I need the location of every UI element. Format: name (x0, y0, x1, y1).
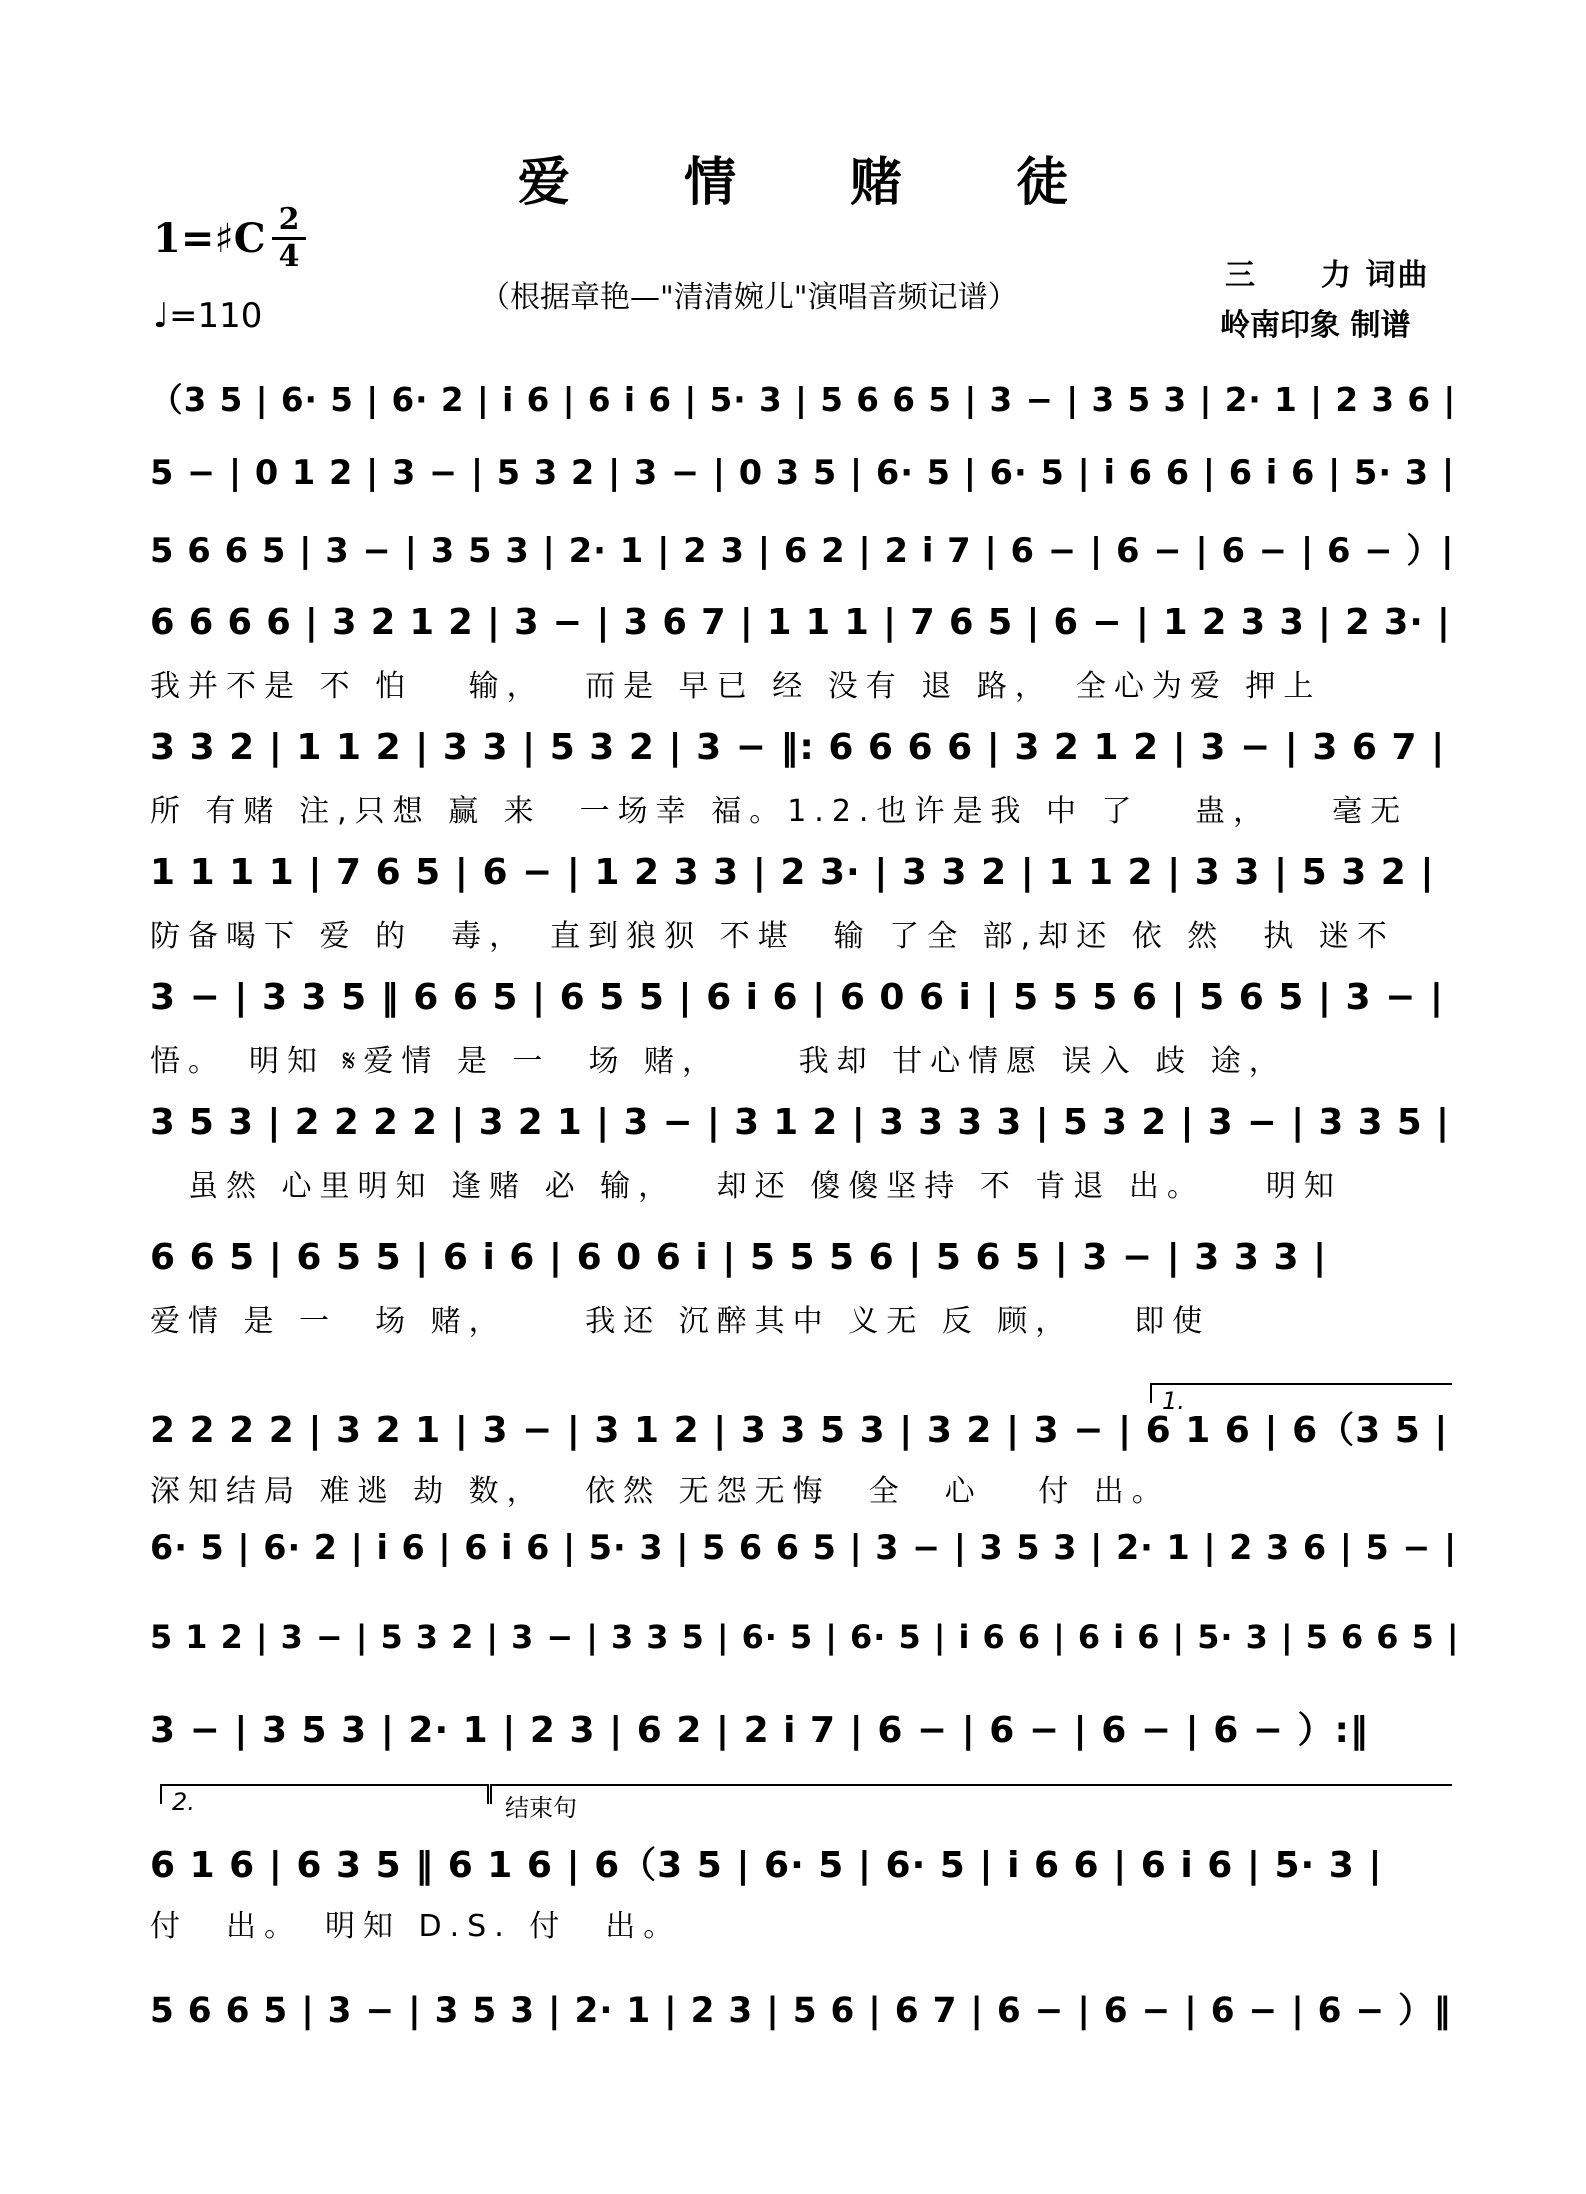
notation-text: 5 − | 0 1 2 | 3 − | 5 3 2 | 3 − | 0 3 5 | 6· 5 | 6· 5 | i 6 6 | 6 i 6 | 5· 3 | (150, 452, 1456, 492)
notation-text: 3 − | 3 5 3 | 2· 1 | 2 3 | 6 2 | 2 i 7 | 6 − | 6 − | 6 − | 6 − ）:‖ (150, 1709, 1369, 1751)
lyrics: 防备喝下 爱 的 毒， 直到狼狈 不堪 输 了全 部,却还 依 然 执 迷不 (150, 919, 1395, 954)
volta-2-label: 2. (172, 1788, 195, 1816)
notation-text: 6 6 5 | 6 5 5 | 6 i 6 | 6 0 6 i | 5 5 5 6 | 5 6 5 | 3 − | 3 3 3 | (150, 1236, 1328, 1278)
lyrics: 付 出。 明知 D.S. 付 出。 (150, 1909, 682, 1944)
notation (150, 720, 1445, 774)
notation-text: 6 6 6 6 | 3 2 1 2 | 3 − | 3 6 7 | 1 1 1 | 7 6 5 | 6 − | 1 2 3 3 | 2 3· | (150, 601, 1451, 643)
notation-text: 5 6 6 5 | 3 − | 3 5 3 | 2· 1 | 2 3 | 6 2 | 2 i 7 | 6 − | 6 − | 6 − | 6 − ）| (150, 530, 1455, 570)
subtitle: （根据章艳—"清清婉儿"演唱音频记谱） (480, 280, 1018, 315)
notation (150, 1610, 1460, 1664)
notation (150, 595, 1451, 649)
key-signature: 1=♯C (153, 215, 266, 262)
credit-transcriber: 岭南印象 制谱 (1220, 308, 1411, 343)
lyrics: 深知结局 难逃 劫 数， 依然 无怨无悔 全 心 付 出。 (150, 1474, 1170, 1509)
notation (150, 1520, 1457, 1574)
notation-text: 1 1 1 1 | 7 6 5 | 6 − | 1 2 3 3 | 2 3· | 3 3 2 | 1 1 2 | 3 3 | 5 3 2 | (150, 851, 1435, 893)
lyrics: 爱情 是 一 场 赌， 我还 沉醉其中 义无 反 顾， 即使 (150, 1304, 1211, 1339)
notation-text: 2 2 2 2 | 3 2 1 | 3 − | 3 1 2 | 3 3 5 3 | 3 2 | 3 − | 6 1 6 | 6（3 5 | (150, 1409, 1449, 1451)
meter-bottom: 4 (278, 239, 300, 274)
notation-text: 5 1 2 | 3 − | 5 3 2 | 3 − | 3 3 5 | 6· 5 | 6· 5 | i 6 6 | 6 i 6 | 5· 3 | 5 6 6 5 | (150, 1618, 1460, 1656)
notation (150, 520, 1455, 574)
notation (150, 1700, 1369, 1754)
notation-text: 6· 5 | 6· 2 | i 6 | 6 i 6 | 5· 3 | 5 6 6 5 | 3 − | 3 5 3 | 2· 1 | 2 3 6 | 5 − | (150, 1527, 1458, 1567)
notation (150, 1835, 1383, 1889)
lyrics: 虽然 心里明知 逢赌 必 输， 却还 傻傻坚持 不 肯退 出。 明知 (150, 1169, 1342, 1204)
notation (150, 970, 1444, 1024)
notation-text: （3 5 | 6· 5 | 6· 2 | i 6 | 6 i 6 | 5· 3 | 5 6 6 5 | 3 − | 3 5 3 | 2· 1 | 2 3 6 | (150, 380, 1457, 419)
lyrics: 所 有赌 注,只想 赢 来 一场幸 福。1.2.也许是我 中 了 蛊， 毫无 (150, 794, 1409, 829)
notation-text: 3 5 3 | 2 2 2 2 | 3 2 1 | 3 − | 3 1 2 | 3 3 3 3 | 5 3 2 | 3 − | 3 3 5 | (150, 1101, 1450, 1143)
notation-text: 6 1 6 | 6 3 5 ‖ 6 1 6 | 6（3 5 | 6· 5 | 6· 5 | i 6 6 | 6 i 6 | 5· 3 | (150, 1844, 1383, 1886)
lyrics: 我并不是 不 怕 输， 而是 早已 经 没有 退 路， 全心为爱 押上 (150, 669, 1322, 704)
lyrics: 悟。 明知 𝄋爱情 是 一 场 赌， 我却 甘心情愿 误入 歧 途， (150, 1044, 1287, 1079)
song-title: 爱 情 赌 徒 (517, 152, 1117, 213)
notation (150, 845, 1435, 899)
notation (150, 1400, 1448, 1454)
notation-text: 3 − | 3 3 5 ‖ 6 6 5 | 6 5 5 | 6 i 6 | 6 0 6 i | 5 5 5 6 | 5 6 5 | 3 − | (150, 976, 1444, 1018)
volta-bracket-1 (1150, 1383, 1452, 1403)
tempo-marking (153, 296, 262, 336)
ending-bracket (490, 1784, 1452, 1804)
time-signature (272, 202, 306, 274)
notation-text: 3 3 2 | 1 1 2 | 3 3 | 5 3 2 | 3 − ‖: 6 6 6 6 | 3 2 1 2 | 3 − | 3 6 7 | (150, 726, 1446, 768)
credit-lyrics-music: 三 力 词曲 (1225, 258, 1430, 293)
notation (150, 445, 1455, 499)
notation (150, 1095, 1450, 1149)
volta-1-label: 1. (1162, 1387, 1185, 1415)
ending-label: 结束句 (505, 1794, 577, 1822)
quarter-note-icon: ♩ (153, 296, 170, 336)
notation (150, 1980, 1452, 2034)
volta-bracket-2 (160, 1784, 489, 1804)
notation-text: 5 6 6 5 | 3 − | 3 5 3 | 2· 1 | 2 3 | 5 6 | 6 7 | 6 − | 6 − | 6 − | 6 − ）‖ (150, 1990, 1452, 2031)
notation (150, 1230, 1327, 1284)
tempo-value: =110 (169, 296, 263, 336)
notation (150, 370, 1456, 424)
meter-top: 2 (278, 202, 300, 237)
